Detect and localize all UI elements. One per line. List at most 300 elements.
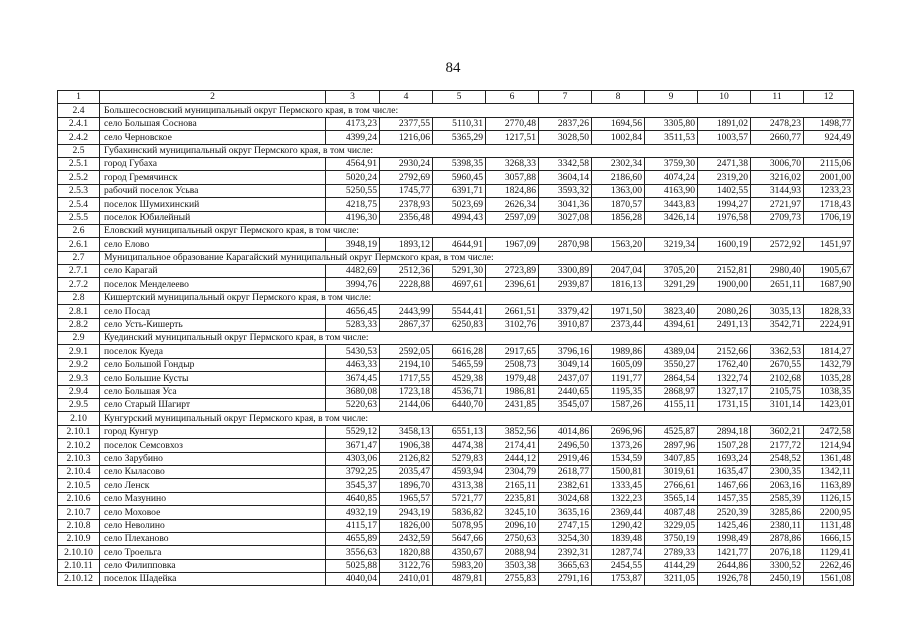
value-cell: 3027,08 (539, 211, 592, 224)
value-cell: 2837,26 (539, 117, 592, 130)
value-cell: 2721,97 (751, 198, 804, 211)
settlement-name: город Кунгур (100, 425, 326, 438)
value-cell: 1635,47 (698, 465, 751, 478)
value-cell: 2382,61 (539, 479, 592, 492)
value-cell: 5078,95 (433, 519, 486, 532)
value-cell: 1233,23 (804, 184, 854, 197)
value-cell: 1971,50 (592, 305, 645, 318)
settlement-name: село Большой Гондыр (100, 358, 326, 371)
settlement-name: село Большая Соснова (100, 117, 326, 130)
value-cell: 1126,15 (804, 492, 854, 505)
value-cell: 1896,70 (380, 479, 433, 492)
table-row (58, 439, 854, 452)
value-cell: 1195,35 (592, 385, 645, 398)
value-cell: 2437,07 (539, 372, 592, 385)
value-cell: 5110,31 (433, 117, 486, 130)
table-row (58, 385, 854, 398)
table-row (58, 238, 854, 251)
settlement-name: село Посад (100, 305, 326, 318)
row-code: 2.10.2 (58, 439, 100, 452)
row-code: 2.9.1 (58, 345, 100, 358)
value-cell: 1423,01 (804, 398, 854, 411)
value-cell: 2478,23 (751, 117, 804, 130)
value-cell: 1839,48 (592, 532, 645, 545)
value-cell: 3604,14 (539, 171, 592, 184)
value-cell: 3443,83 (645, 198, 698, 211)
column-number-cell: 2 (100, 91, 326, 104)
value-cell: 5025,88 (326, 559, 380, 572)
row-code: 2.5 (58, 144, 100, 157)
column-number-cell: 5 (433, 91, 486, 104)
value-cell: 4529,38 (433, 372, 486, 385)
column-number-cell: 6 (486, 91, 539, 104)
value-cell: 2750,63 (486, 532, 539, 545)
value-cell: 4303,06 (326, 452, 380, 465)
settlement-name: село Зарубино (100, 452, 326, 465)
value-cell: 2380,11 (751, 519, 804, 532)
row-code: 2.6.1 (58, 238, 100, 251)
value-cell: 1820,88 (380, 546, 433, 559)
value-cell: 1363,00 (592, 184, 645, 197)
value-cell: 1561,08 (804, 573, 854, 586)
value-cell: 1402,55 (698, 184, 751, 197)
value-cell: 2512,36 (380, 265, 433, 278)
value-cell: 2870,98 (539, 238, 592, 251)
value-cell: 5220,63 (326, 398, 380, 411)
value-cell: 1994,27 (698, 198, 751, 211)
value-cell: 2369,44 (592, 506, 645, 519)
value-cell: 5365,29 (433, 131, 486, 144)
value-cell: 1214,94 (804, 439, 854, 452)
row-code: 2.10.5 (58, 479, 100, 492)
value-cell: 1900,00 (698, 278, 751, 291)
value-cell: 2766,61 (645, 479, 698, 492)
value-cell: 1342,11 (804, 465, 854, 478)
value-cell: 1003,57 (698, 131, 751, 144)
value-cell: 1421,77 (698, 546, 751, 559)
settlement-name: село Старый Шагирт (100, 398, 326, 411)
value-cell: 4115,17 (326, 519, 380, 532)
value-cell: 4482,69 (326, 265, 380, 278)
row-code: 2.5.4 (58, 198, 100, 211)
value-cell: 3796,16 (539, 345, 592, 358)
value-cell: 1002,84 (592, 131, 645, 144)
column-number-cell: 11 (751, 91, 804, 104)
value-cell: 3556,63 (326, 546, 380, 559)
value-cell: 4644,91 (433, 238, 486, 251)
value-cell: 1534,59 (592, 452, 645, 465)
value-cell: 4994,43 (433, 211, 486, 224)
value-cell: 1717,55 (380, 372, 433, 385)
value-cell: 2618,77 (539, 465, 592, 478)
value-cell: 1290,42 (592, 519, 645, 532)
value-cell: 1723,18 (380, 385, 433, 398)
value-cell: 2496,50 (539, 439, 592, 452)
value-cell: 1826,00 (380, 519, 433, 532)
value-cell: 3705,20 (645, 265, 698, 278)
value-cell: 3028,50 (539, 131, 592, 144)
value-cell: 1926,78 (698, 573, 751, 586)
value-cell: 2377,55 (380, 117, 433, 130)
value-cell: 2440,65 (539, 385, 592, 398)
value-cell: 2300,35 (751, 465, 804, 478)
value-cell: 2076,18 (751, 546, 804, 559)
group-row (58, 224, 854, 237)
value-cell: 3910,87 (539, 318, 592, 331)
settlement-name: село Елово (100, 238, 326, 251)
value-cell: 3211,05 (645, 573, 698, 586)
value-cell: 2126,82 (380, 452, 433, 465)
value-cell: 2177,72 (751, 439, 804, 452)
group-row (58, 332, 854, 345)
value-cell: 3035,13 (751, 305, 804, 318)
value-cell: 1989,86 (592, 345, 645, 358)
value-cell: 2644,86 (698, 559, 751, 572)
value-cell: 1131,48 (804, 519, 854, 532)
table-row (58, 506, 854, 519)
row-code: 2.9 (58, 332, 100, 345)
value-cell: 1998,49 (698, 532, 751, 545)
value-cell: 2047,04 (592, 265, 645, 278)
table-row (58, 573, 854, 586)
value-cell: 2791,16 (539, 573, 592, 586)
value-cell: 3019,61 (645, 465, 698, 478)
value-cell: 3545,37 (326, 479, 380, 492)
value-cell: 3305,80 (645, 117, 698, 130)
value-cell: 2520,39 (698, 506, 751, 519)
settlement-name: село Карагай (100, 265, 326, 278)
value-cell: 4313,38 (433, 479, 486, 492)
value-cell: 4640,85 (326, 492, 380, 505)
group-row (58, 251, 854, 264)
value-cell: 2789,33 (645, 546, 698, 559)
value-cell: 2144,06 (380, 398, 433, 411)
value-cell: 2548,52 (751, 452, 804, 465)
value-cell: 2917,65 (486, 345, 539, 358)
row-code: 2.10.9 (58, 532, 100, 545)
value-cell: 1333,45 (592, 479, 645, 492)
row-code: 2.10 (58, 412, 100, 425)
value-cell: 2102,68 (751, 372, 804, 385)
value-cell: 2035,47 (380, 465, 433, 478)
value-cell: 1587,26 (592, 398, 645, 411)
value-cell: 2262,46 (804, 559, 854, 572)
column-number-cell: 3 (326, 91, 380, 104)
value-cell: 4173,23 (326, 117, 380, 130)
value-cell: 1891,02 (698, 117, 751, 130)
value-cell: 4155,11 (645, 398, 698, 411)
row-code: 2.7.1 (58, 265, 100, 278)
value-cell: 2450,19 (751, 573, 804, 586)
value-cell: 1563,20 (592, 238, 645, 251)
value-cell: 6616,28 (433, 345, 486, 358)
value-cell: 2373,44 (592, 318, 645, 331)
column-number-cell: 1 (58, 91, 100, 104)
value-cell: 1217,51 (486, 131, 539, 144)
column-number-cell: 10 (698, 91, 751, 104)
settlement-name: село Неволино (100, 519, 326, 532)
value-cell: 4697,61 (433, 278, 486, 291)
value-cell: 2867,37 (380, 318, 433, 331)
column-number-cell: 4 (380, 91, 433, 104)
table-row (58, 117, 854, 130)
table-row (58, 398, 854, 411)
value-cell: 924,49 (804, 131, 854, 144)
settlement-name: город Губаха (100, 157, 326, 170)
group-row (58, 144, 854, 157)
value-cell: 3041,36 (539, 198, 592, 211)
row-code: 2.4.1 (58, 117, 100, 130)
group-title: Большесосновский муниципальный округ Пермского края, в том числе: (100, 104, 854, 117)
value-cell: 2709,73 (751, 211, 804, 224)
tariff-table (57, 90, 854, 586)
value-cell: 1828,33 (804, 305, 854, 318)
row-code: 2.10.3 (58, 452, 100, 465)
value-cell: 1467,66 (698, 479, 751, 492)
value-cell: 2302,34 (592, 157, 645, 170)
value-cell: 5020,24 (326, 171, 380, 184)
value-cell: 3006,70 (751, 157, 804, 170)
row-code: 2.8.2 (58, 318, 100, 331)
value-cell: 1814,27 (804, 345, 854, 358)
value-cell: 1816,13 (592, 278, 645, 291)
value-cell: 1216,06 (380, 131, 433, 144)
value-cell: 3245,10 (486, 506, 539, 519)
value-cell: 1976,58 (698, 211, 751, 224)
value-cell: 2592,05 (380, 345, 433, 358)
row-code: 2.6 (58, 224, 100, 237)
settlement-name: село Филипповка (100, 559, 326, 572)
group-title: Губахинский муниципальный округ Пермского края, в том числе: (100, 144, 854, 157)
settlement-name: село Ленск (100, 479, 326, 492)
table-row (58, 278, 854, 291)
row-code: 2.4 (58, 104, 100, 117)
value-cell: 2894,18 (698, 425, 751, 438)
row-code: 2.7.2 (58, 278, 100, 291)
value-cell: 5465,59 (433, 358, 486, 371)
row-code: 2.4.2 (58, 131, 100, 144)
value-cell: 3823,40 (645, 305, 698, 318)
value-cell: 4394,61 (645, 318, 698, 331)
value-cell: 2747,15 (539, 519, 592, 532)
value-cell: 2080,26 (698, 305, 751, 318)
value-cell: 6250,83 (433, 318, 486, 331)
value-cell: 2410,01 (380, 573, 433, 586)
value-cell: 1322,74 (698, 372, 751, 385)
value-cell: 1163,89 (804, 479, 854, 492)
value-cell: 5960,45 (433, 171, 486, 184)
value-cell: 2392,31 (539, 546, 592, 559)
value-cell: 6551,13 (433, 425, 486, 438)
value-cell: 2063,16 (751, 479, 804, 492)
value-cell: 4196,30 (326, 211, 380, 224)
row-code: 2.10.1 (58, 425, 100, 438)
value-cell: 2444,12 (486, 452, 539, 465)
table-row (58, 265, 854, 278)
value-cell: 1762,40 (698, 358, 751, 371)
value-cell: 3291,29 (645, 278, 698, 291)
value-cell: 5430,53 (326, 345, 380, 358)
value-cell: 2235,81 (486, 492, 539, 505)
value-cell: 4087,48 (645, 506, 698, 519)
value-cell: 4218,75 (326, 198, 380, 211)
value-cell: 3792,25 (326, 465, 380, 478)
value-cell: 2508,73 (486, 358, 539, 371)
value-cell: 3671,47 (326, 439, 380, 452)
settlement-name: поселок Куеда (100, 345, 326, 358)
value-cell: 1451,97 (804, 238, 854, 251)
value-cell: 3144,93 (751, 184, 804, 197)
value-cell: 3593,32 (539, 184, 592, 197)
value-cell: 2491,13 (698, 318, 751, 331)
row-code: 2.10.8 (58, 519, 100, 532)
value-cell: 3602,21 (751, 425, 804, 438)
value-cell: 5291,30 (433, 265, 486, 278)
value-cell: 2431,85 (486, 398, 539, 411)
table-row (58, 465, 854, 478)
value-cell: 2597,09 (486, 211, 539, 224)
settlement-name: село Моховое (100, 506, 326, 519)
settlement-name: рабочий поселок Усьва (100, 184, 326, 197)
value-cell: 1500,81 (592, 465, 645, 478)
value-cell: 2864,54 (645, 372, 698, 385)
value-cell: 3229,05 (645, 519, 698, 532)
value-cell: 2572,92 (751, 238, 804, 251)
value-cell: 5647,66 (433, 532, 486, 545)
value-cell: 1287,74 (592, 546, 645, 559)
value-cell: 2471,38 (698, 157, 751, 170)
value-cell: 1731,15 (698, 398, 751, 411)
value-cell: 3994,76 (326, 278, 380, 291)
value-cell: 4525,87 (645, 425, 698, 438)
value-cell: 3426,14 (645, 211, 698, 224)
value-cell: 5836,82 (433, 506, 486, 519)
value-cell: 1967,09 (486, 238, 539, 251)
value-cell: 2396,61 (486, 278, 539, 291)
group-row (58, 104, 854, 117)
value-cell: 3511,53 (645, 131, 698, 144)
value-cell: 1745,77 (380, 184, 433, 197)
value-cell: 1870,57 (592, 198, 645, 211)
value-cell: 3852,56 (486, 425, 539, 438)
value-cell: 3407,85 (645, 452, 698, 465)
value-cell: 2723,89 (486, 265, 539, 278)
row-code: 2.8.1 (58, 305, 100, 318)
value-cell: 3665,63 (539, 559, 592, 572)
value-cell: 4593,94 (433, 465, 486, 478)
row-code: 2.10.11 (58, 559, 100, 572)
value-cell: 1432,79 (804, 358, 854, 371)
table-body (58, 91, 854, 586)
value-cell: 1893,12 (380, 238, 433, 251)
settlement-name: поселок Семсовхоз (100, 439, 326, 452)
table-row (58, 198, 854, 211)
value-cell: 2770,48 (486, 117, 539, 130)
value-cell: 2174,41 (486, 439, 539, 452)
header-row (58, 91, 854, 104)
value-cell: 2186,60 (592, 171, 645, 184)
value-cell: 2096,10 (486, 519, 539, 532)
row-code: 2.9.5 (58, 398, 100, 411)
value-cell: 4932,19 (326, 506, 380, 519)
value-cell: 1718,43 (804, 198, 854, 211)
value-cell: 2868,97 (645, 385, 698, 398)
row-code: 2.10.4 (58, 465, 100, 478)
value-cell: 6440,70 (433, 398, 486, 411)
value-cell: 2228,88 (380, 278, 433, 291)
value-cell: 4536,71 (433, 385, 486, 398)
settlement-name: село Черновское (100, 131, 326, 144)
settlement-name: село Мазунино (100, 492, 326, 505)
value-cell: 1824,86 (486, 184, 539, 197)
value-cell: 1361,48 (804, 452, 854, 465)
value-cell: 5279,83 (433, 452, 486, 465)
value-cell: 4656,45 (326, 305, 380, 318)
value-cell: 1507,28 (698, 439, 751, 452)
column-number-cell: 9 (645, 91, 698, 104)
group-title: Куединский муниципальный округ Пермского края, в том числе: (100, 332, 854, 345)
value-cell: 5983,20 (433, 559, 486, 572)
value-cell: 2755,83 (486, 573, 539, 586)
value-cell: 3101,14 (751, 398, 804, 411)
value-cell: 5721,77 (433, 492, 486, 505)
settlement-name: поселок Юбилейный (100, 211, 326, 224)
value-cell: 2200,95 (804, 506, 854, 519)
value-cell: 1965,57 (380, 492, 433, 505)
value-cell: 3219,34 (645, 238, 698, 251)
value-cell: 3342,58 (539, 157, 592, 170)
settlement-name: село Большие Кусты (100, 372, 326, 385)
value-cell: 1706,19 (804, 211, 854, 224)
value-cell: 3216,02 (751, 171, 804, 184)
settlement-name: поселок Шумихинский (100, 198, 326, 211)
page-number: 84 (445, 60, 461, 76)
value-cell: 2897,96 (645, 439, 698, 452)
value-cell: 1905,67 (804, 265, 854, 278)
row-code: 2.9.4 (58, 385, 100, 398)
table-row (58, 318, 854, 331)
value-cell: 1191,77 (592, 372, 645, 385)
value-cell: 2152,81 (698, 265, 751, 278)
row-code: 2.10.12 (58, 573, 100, 586)
row-code: 2.5.1 (58, 157, 100, 170)
value-cell: 1498,77 (804, 117, 854, 130)
group-title: Муниципальное образование Карагайский муниципальный округ Пермского края, в том числе: (100, 251, 854, 264)
value-cell: 4879,81 (433, 573, 486, 586)
value-cell: 2194,10 (380, 358, 433, 371)
settlement-name: село Кыласово (100, 465, 326, 478)
row-code: 2.7 (58, 251, 100, 264)
table-row (58, 171, 854, 184)
value-cell: 4144,29 (645, 559, 698, 572)
settlement-name: город Гремячинск (100, 171, 326, 184)
value-cell: 2670,55 (751, 358, 804, 371)
settlement-name: село Усть-Кишерть (100, 318, 326, 331)
value-cell: 2878,86 (751, 532, 804, 545)
value-cell: 2472,58 (804, 425, 854, 438)
value-cell: 3362,53 (751, 345, 804, 358)
value-cell: 5250,55 (326, 184, 380, 197)
row-code: 2.5.5 (58, 211, 100, 224)
value-cell: 1457,35 (698, 492, 751, 505)
table-row (58, 559, 854, 572)
table-row (58, 546, 854, 559)
group-title: Кунгурский муниципальный округ Пермского края, в том числе: (100, 412, 854, 425)
column-number-cell: 12 (804, 91, 854, 104)
value-cell: 3545,07 (539, 398, 592, 411)
value-cell: 2696,96 (592, 425, 645, 438)
value-cell: 3102,76 (486, 318, 539, 331)
